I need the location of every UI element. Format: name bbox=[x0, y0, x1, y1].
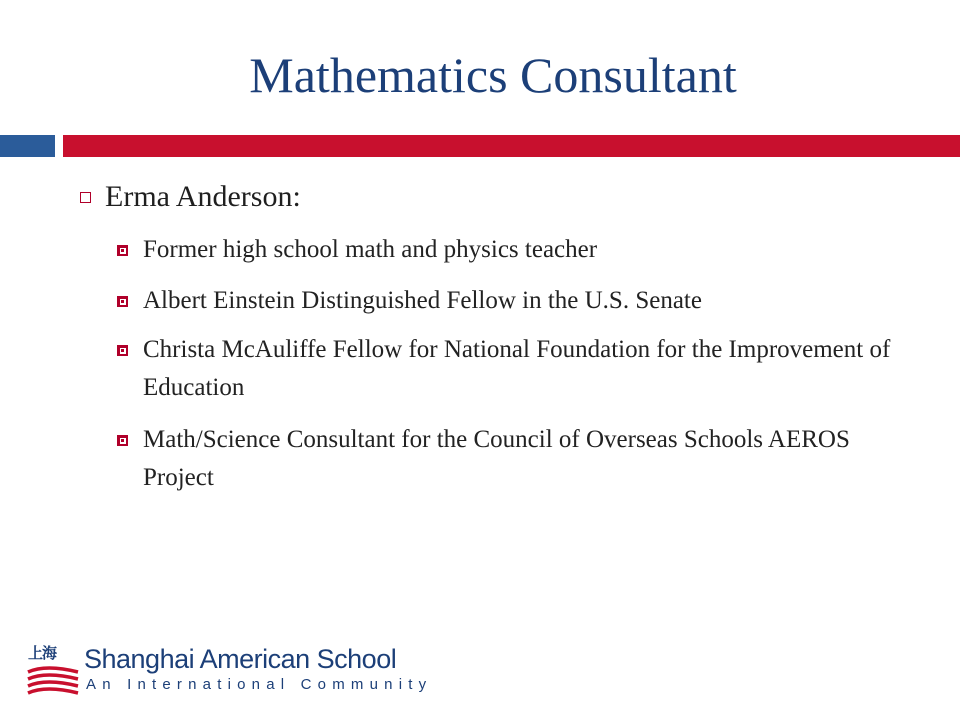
square-bullet-icon bbox=[117, 345, 128, 356]
list-item-text: Math/Science Consultant for the Council of Overseas Schools AEROS Project bbox=[143, 426, 850, 491]
square-bullet-icon bbox=[117, 296, 128, 307]
list-item-text: Albert Einstein Distinguished Fellow in the U.S. Senate bbox=[143, 287, 702, 314]
logo-tagline: An International Community bbox=[86, 676, 433, 693]
list-item bbox=[117, 421, 917, 497]
hollow-square-bullet-icon bbox=[80, 192, 91, 203]
square-bullet-icon bbox=[117, 245, 128, 256]
logo-chinese: 上海 bbox=[28, 644, 57, 662]
list-item-text: Christa McAuliffe Fellow for National Foundation for the Improvement of Education bbox=[143, 336, 891, 401]
list-item bbox=[117, 231, 917, 269]
heading-text: Erma Anderson: bbox=[105, 180, 301, 213]
list-item bbox=[117, 331, 917, 407]
logo-school-name: Shanghai American School bbox=[84, 644, 397, 674]
square-bullet-icon bbox=[117, 435, 128, 446]
slide-title: Mathematics Consultant bbox=[249, 47, 737, 103]
heading-bullet bbox=[80, 180, 301, 214]
school-logo bbox=[26, 640, 433, 700]
list-item bbox=[117, 282, 917, 320]
list-item-text: Former high school math and physics teacher bbox=[143, 236, 598, 263]
